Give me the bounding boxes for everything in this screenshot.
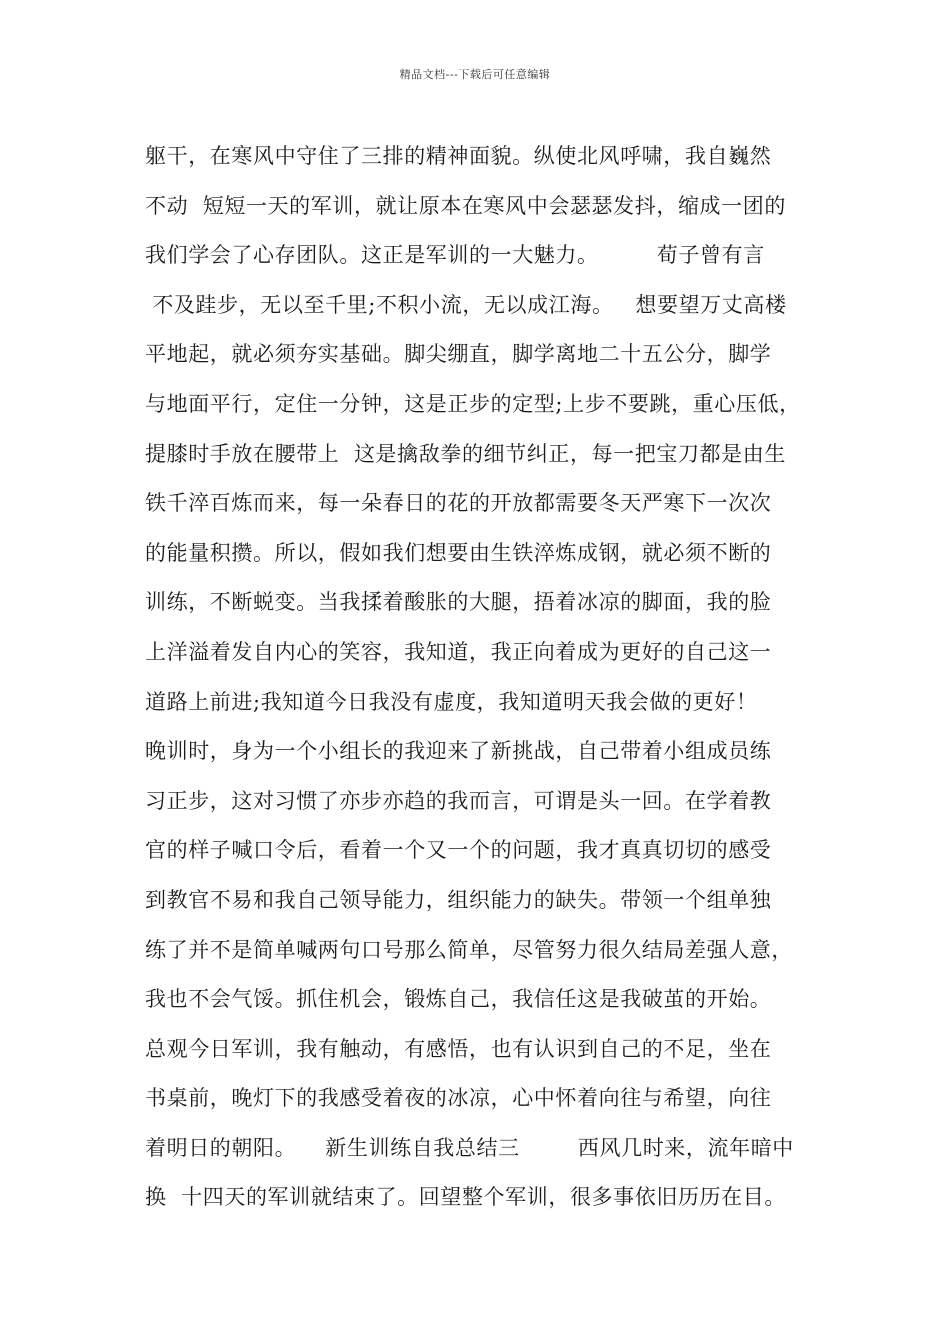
document-body [145, 132, 835, 1223]
text-line: 我们学会了心存团队。这正是军训的一大魅力。 荀子曾有言 [145, 243, 765, 268]
text-line: 官的样子喊口令后，看着一个又一个的问题，我才真真切切的感受 [145, 838, 772, 863]
text-line: 与地面平行，定住一分钟，这是正步的定型;上步不要跳，重心压低， [145, 391, 801, 416]
text-line: 的能量积攒。所以，假如我们想要由生铁淬炼成钢，就必须不断的 [145, 540, 772, 565]
text-line: 晚训时，身为一个小组长的我迎来了新挑战，自己带着小组成员练 [145, 739, 772, 764]
text-line: 训练，不断蜕变。当我揉着酸胀的大腿，捂着冰凉的脚面，我的脸 [145, 590, 772, 615]
page-header: 精品文档---下载后可任意编辑 [399, 68, 551, 81]
text-line: 书桌前，晚灯下的我感受着夜的冰凉，心中怀着向往与希望，向往 [145, 1086, 772, 1111]
text-line: 道路上前进;我知道今日我没有虚度，我知道明天我会做的更好！ [145, 689, 758, 714]
text-line: 着明日的朝阳。 新生训练自我总结三 西风几时来，流年暗中 [145, 1135, 794, 1160]
text-line: 不动 短短一天的军训，就让原本在寒风中会瑟瑟发抖，缩成一团的 [145, 193, 786, 218]
text-line: 平地起，就必须夯实基础。脚尖绷直，脚学离地二十五公分，脚学 [145, 342, 772, 367]
text-line: 总观今日军训，我有触动，有感悟，也有认识到自己的不足，坐在 [145, 1036, 772, 1061]
text-line: 我也不会气馁。抓住机会，锻炼自己，我信任这是我破茧的开始。 [145, 987, 772, 1012]
text-line: 习正步，这对习惯了亦步亦趋的我而言，可谓是头一回。在学着教 [145, 788, 772, 813]
text-line: 不及跬步，无以至千里;不积小流，无以成江海。 想要望万丈高楼 [145, 292, 787, 317]
text-line: 提膝时手放在腰带上 这是擒敌拳的细节纠正，每一把宝刀都是由生 [145, 441, 786, 466]
text-line: 换 十四天的军训就结束了。回望整个军训，很多事依旧历历在目。 [145, 1185, 786, 1210]
text-line: 到教官不易和我自己领导能力，组织能力的缺失。带领一个组单独 [145, 887, 772, 912]
text-line: 躯干，在寒风中守住了三排的精神面貌。纵使北风呼啸，我自巍然 [145, 144, 772, 168]
text-line: 上洋溢着发自内心的笑容，我知道，我正向着成为更好的自己这一 [145, 639, 772, 664]
text-line: 铁千淬百炼而来，每一朵春日的花的开放都需要冬天严寒下一次次 [145, 491, 772, 516]
text-line: 练了并不是简单喊两句口号那么简单，尽管努力很久结局差强人意， [145, 937, 793, 962]
